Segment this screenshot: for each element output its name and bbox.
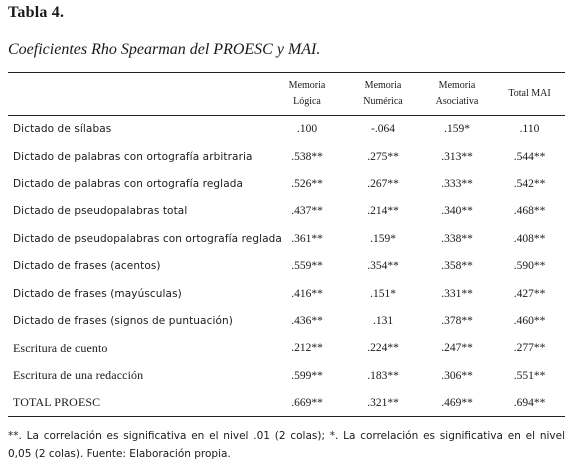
table-cell: .526** <box>291 177 323 190</box>
header-row <box>8 73 565 116</box>
table-cell: .340** <box>441 205 473 218</box>
row-label: Dictado de frases (mayúsculas) <box>13 287 182 300</box>
table-cell: .151* <box>370 287 396 300</box>
table-row <box>8 335 565 362</box>
row-label: Dictado de frases (acentos) <box>13 260 161 273</box>
table-cell: .468** <box>513 205 546 218</box>
table-body <box>8 116 565 417</box>
header-line: Numérica <box>363 96 403 107</box>
table-row <box>8 170 565 197</box>
row-label: Escritura de cuento <box>13 340 108 355</box>
table-cell: .378** <box>441 314 473 327</box>
row-label: Dictado de palabras con ortografía reglada <box>13 177 244 190</box>
table-cell: .469** <box>441 396 473 409</box>
table-caption: Coeficientes Rho Spearman del PROESC y MAI. <box>8 41 321 58</box>
header-line: Memoria <box>438 80 476 91</box>
table-cell: .306** <box>441 369 473 382</box>
table-cell: .331** <box>441 287 473 300</box>
table-cell: .361** <box>291 232 323 245</box>
header-cell-memoria-asociativa <box>420 73 494 116</box>
header-line: Asociativa <box>435 96 479 107</box>
table-row <box>8 362 565 389</box>
row-label: Dictado de pseudopalabras con ortografía reglada <box>13 232 282 245</box>
table-cell: .277** <box>513 342 546 355</box>
row-label: Dictado de palabras con ortografía arbitraria <box>13 150 253 163</box>
table-cell: .313** <box>441 150 473 163</box>
table-cell: .183** <box>367 369 399 382</box>
header-cell-total-mai <box>494 73 565 116</box>
table-cell: .599** <box>291 369 323 382</box>
header-cell-memoria-numerica <box>346 73 420 116</box>
table-cell: .100 <box>296 123 318 136</box>
table-row <box>8 389 565 416</box>
table-row <box>8 143 565 170</box>
table-cell: .110 <box>519 123 540 136</box>
row-label: Dictado de pseudopalabras total <box>13 205 188 218</box>
table-row <box>8 225 565 252</box>
table-cell: .538** <box>291 150 323 163</box>
header-line: Lógica <box>293 96 321 107</box>
row-label: Escritura de una redacción <box>13 368 144 383</box>
table-row <box>8 252 565 279</box>
table-cell: .159* <box>370 232 396 245</box>
table-cell: .247** <box>441 342 473 355</box>
table-cell: -.064 <box>371 123 395 136</box>
table-cell: .358** <box>441 260 473 273</box>
table-footnote: **. La correlación es significativa en el nivel .01 (2 colas); *. La correlación es significativa en el nivel 0,05 (2 colas). Fuente: Elaboración propia. <box>8 430 565 460</box>
table-cell: .338** <box>441 232 473 245</box>
table-label: Tabla 4. <box>8 4 65 21</box>
table-cell: .669** <box>291 396 323 409</box>
table-cell: .321** <box>367 396 399 409</box>
table-cell: .590** <box>513 260 546 273</box>
table-cell: .544** <box>513 150 546 163</box>
table-cell: .267** <box>367 177 399 190</box>
table-cell: .436** <box>291 314 323 327</box>
table-cell: .694** <box>513 396 546 409</box>
table-cell: .131 <box>372 314 394 327</box>
table-row <box>8 307 565 334</box>
header-cell-variable <box>8 73 268 116</box>
table-cell: .427** <box>513 287 546 300</box>
table-cell: .354** <box>367 260 399 273</box>
table-cell: .224** <box>367 342 399 355</box>
header-line: Memoria <box>288 80 326 91</box>
table-row <box>8 198 565 225</box>
header-line: Memoria <box>364 80 402 91</box>
row-label: Dictado de sílabas <box>13 123 112 136</box>
table-cell: .212** <box>291 342 323 355</box>
header-cell-memoria-logica <box>268 73 346 116</box>
row-label: TOTAL PROESC <box>13 395 101 410</box>
table-cell: .542** <box>513 177 546 190</box>
header-line: Total MAI <box>508 88 551 99</box>
correlation-table <box>8 72 565 417</box>
table-cell: .159* <box>444 123 470 136</box>
row-label: Dictado de frases (signos de puntuación) <box>13 314 233 327</box>
table-row <box>8 116 565 143</box>
table-cell: .416** <box>291 287 323 300</box>
table-row <box>8 280 565 307</box>
table-cell: .408** <box>513 232 546 245</box>
table-cell: .559** <box>291 260 323 273</box>
table-cell: .333** <box>441 177 473 190</box>
table-header <box>8 73 565 116</box>
table-cell: .437** <box>291 205 323 218</box>
table-cell: .275** <box>367 150 399 163</box>
table-cell: .214** <box>367 205 399 218</box>
table-cell: .551** <box>513 369 546 382</box>
table-cell: .460** <box>513 314 546 327</box>
